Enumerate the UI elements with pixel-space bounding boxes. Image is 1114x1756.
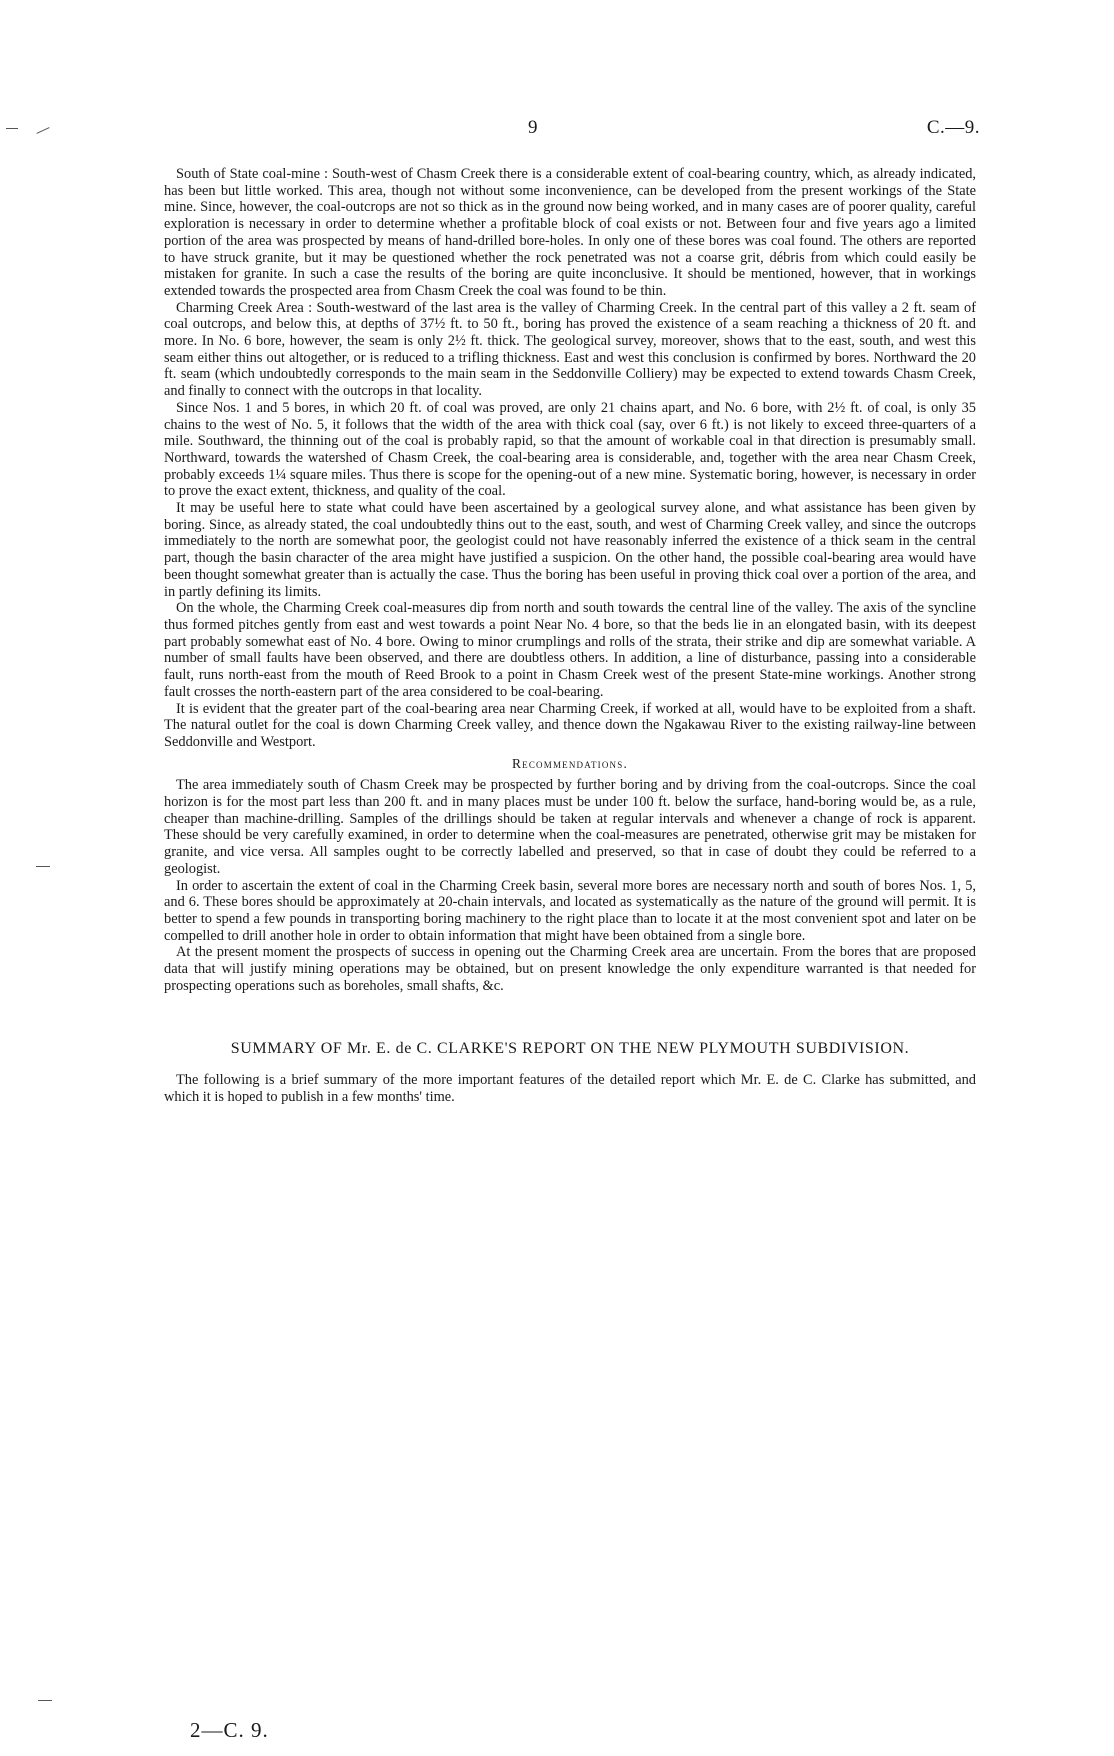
page-reference: C.—9. bbox=[926, 117, 980, 138]
page-number: 9 bbox=[528, 117, 538, 138]
page-header bbox=[160, 117, 980, 147]
margin-mark bbox=[36, 127, 49, 134]
margin-mark bbox=[6, 128, 18, 129]
summary-intro: The following is a brief summary of the more important features of the detailed report which Mr. E. de C. Clarke has submitted, and which it is hoped to publish in a few months' time. bbox=[164, 1072, 976, 1106]
paragraph-charming-creek-area: Charming Creek Area : South-westward of the last area is the valley of Charming Creek. In the central part of this valley a 2 ft. seam of coal outcrops, and below this, at depths of 37½ ft. to 50 ft., boring has proved the existence of a seam reaching a thickness of 20 ft. and more. In No. 6 bore, however, the seam is only 2½ ft. thick. The geological survey, moreover, shows that to the east, south, and west this seam either thins out altogether, or is reduced to a trifling thickness. East and west this conclusion is confirmed by bores. Northward the 20 ft. seam (which undoubtedly corresponds to the main seam in the Seddonville Colliery) may be expected to extend towards Chasm Creek, and finally to connect with the outcrops in that locality. bbox=[164, 299, 976, 400]
signature-mark: 2—C. 9. bbox=[190, 1718, 269, 1742]
report-body bbox=[164, 166, 976, 1106]
paragraph-state-coal-mine: South of State coal-mine : South-west of Chasm Creek there is a considerable extent of coal-bearing country, which, as already indicated, has been but little worked. This area, though not without some inconvenience, can be developed from the present workings of the State mine. Since, however, the coal-outcrops are not so thick as in the ground now being worked, and in many cases are of poorer quality, careful exploration is necessary in order to determine whether a profitable block of coal exists or not. Between four and five years ago a limited portion of the area was prospected by means of hand-drilled bore-holes. In only one of these bores was coal found. The others are reported to have struck granite, but it may be questioned whether the rock penetrated was not a coarse grit, débris from which could easily be mistaken for granite. In such a case the results of the boring are quite inconclusive. It should be mentioned, however, that in workings extended towards the prospected area from Chasm Creek the coal was found to be thin. bbox=[164, 166, 976, 299]
summary-title: SUMMARY OF Mr. E. de C. CLARKE'S REPORT ON THE NEW PLYMOUTH SUBDIVISION. bbox=[230, 1040, 910, 1058]
margin-mark bbox=[36, 866, 50, 867]
recommendation-paragraph: At the present moment the prospects of success in opening out the Charming Creek area are uncertain. From the bores that are proposed data that will justify mining operations may be obtained, but on present knowledge the only expenditure warranted is that needed for prospecting operations such as boreholes, small shafts, &c. bbox=[164, 944, 976, 994]
recommendations-heading: Recommendations. bbox=[511, 755, 629, 771]
recommendation-paragraph: The area immediately south of Chasm Creek may be prospected by further boring and by driving from the coal-outcrops. Since the coal horizon is for the most part less than 200 ft. and in many places must be under 100 ft. below the surface, hand-boring would be, as a rule, cheaper than machine-drilling. Samples of the drillings should be taken at regular intervals and whenever a change of rock is apparent. These should be very carefully examined, in order to determine when the coal-measures are penetrated, otherwise grit may be mistaken for granite, and vice versa. All samples ought to be correctly labelled and preserved, so that in case of doubt they could be referred to a geologist. bbox=[164, 777, 976, 877]
paragraph-bores-extent: Since Nos. 1 and 5 bores, in which 20 ft. of coal was proved, are only 21 chains apart, and No. 6 bore, with 2½ ft. of coal, is only 35 chains to the west of No. 5, it follows that the width of the area with thick coal (say, over 6 ft.) is not likely to exceed three-quarters of a mile. Southward, the thinning out of the coal is probably rapid, so that the amount of workable coal in that direction is presumably small. Northward, towards the watershed of Chasm Creek, the coal-bearing area is considerable, and, together with the area near Chasm Creek, probably exceeds 1¼ square miles. Thus there is scope for the opening-out of a new mine. Systematic boring, however, is necessary in order to prove the exact extent, thickness, and quality of the coal. bbox=[164, 399, 976, 500]
paragraph-dip-structure: On the whole, the Charming Creek coal-measures dip from north and south towards the central line of the valley. The axis of the syncline thus formed pitches gently from east and west towards a point Near No. 4 bore, so that the beds lie in an elongated basin, with its deepest part probably somewhat east of No. 4 bore. Owing to minor crumplings and rolls of the strata, their strike and dip are somewhat variable. A number of small faults have been observed, and there are doubtless others. In addition, a line of disturbance, passing into a considerable fault, runs north-east from the mouth of Reed Brook to a point in Chasm Creek west of the present State-mine workings. Another strong fault crosses the north-eastern part of the area considered to be coal-bearing. bbox=[164, 600, 976, 700]
paragraph-outlet: It is evident that the greater part of the coal-bearing area near Charming Creek, if worked at all, would have to be exploited from a shaft. The natural outlet for the coal is down Charming Creek valley, and thence down the Ngakawau River to the existing railway-line between Seddonville and Westport. bbox=[164, 700, 976, 750]
margin-mark bbox=[38, 1700, 52, 1701]
paragraph-geological-survey: It may be useful here to state what could have been ascertained by a geological survey alone, and what assistance has been given by boring. Since, as already stated, the coal undoubtedly thins out to the east, south, and west of Charming Creek valley, and since the outcrops immediately to the north are somewhat poor, the geologist could not have reasonably inferred the existence of a thick seam in the central part, though the basin character of the area might have justified a suspicion. On the other hand, the possible coal-bearing area would have been thought somewhat greater than is actually the case. Thus the boring has been useful in proving thick coal over a portion of the area, and in partly defining its limits. bbox=[164, 500, 976, 600]
recommendation-paragraph: In order to ascertain the extent of coal in the Charming Creek basin, several more bores are necessary north and south of bores Nos. 1, 5, and 6. These bores should be approximately at 20-chain intervals, and located as systematically as the nature of the ground will permit. It is better to spend a few pounds in transporting boring machinery to the right place than to locate it at the most convenient spot and later on be compelled to drill another hole in order to obtain information that might have been obtained from a single bore. bbox=[164, 877, 976, 944]
